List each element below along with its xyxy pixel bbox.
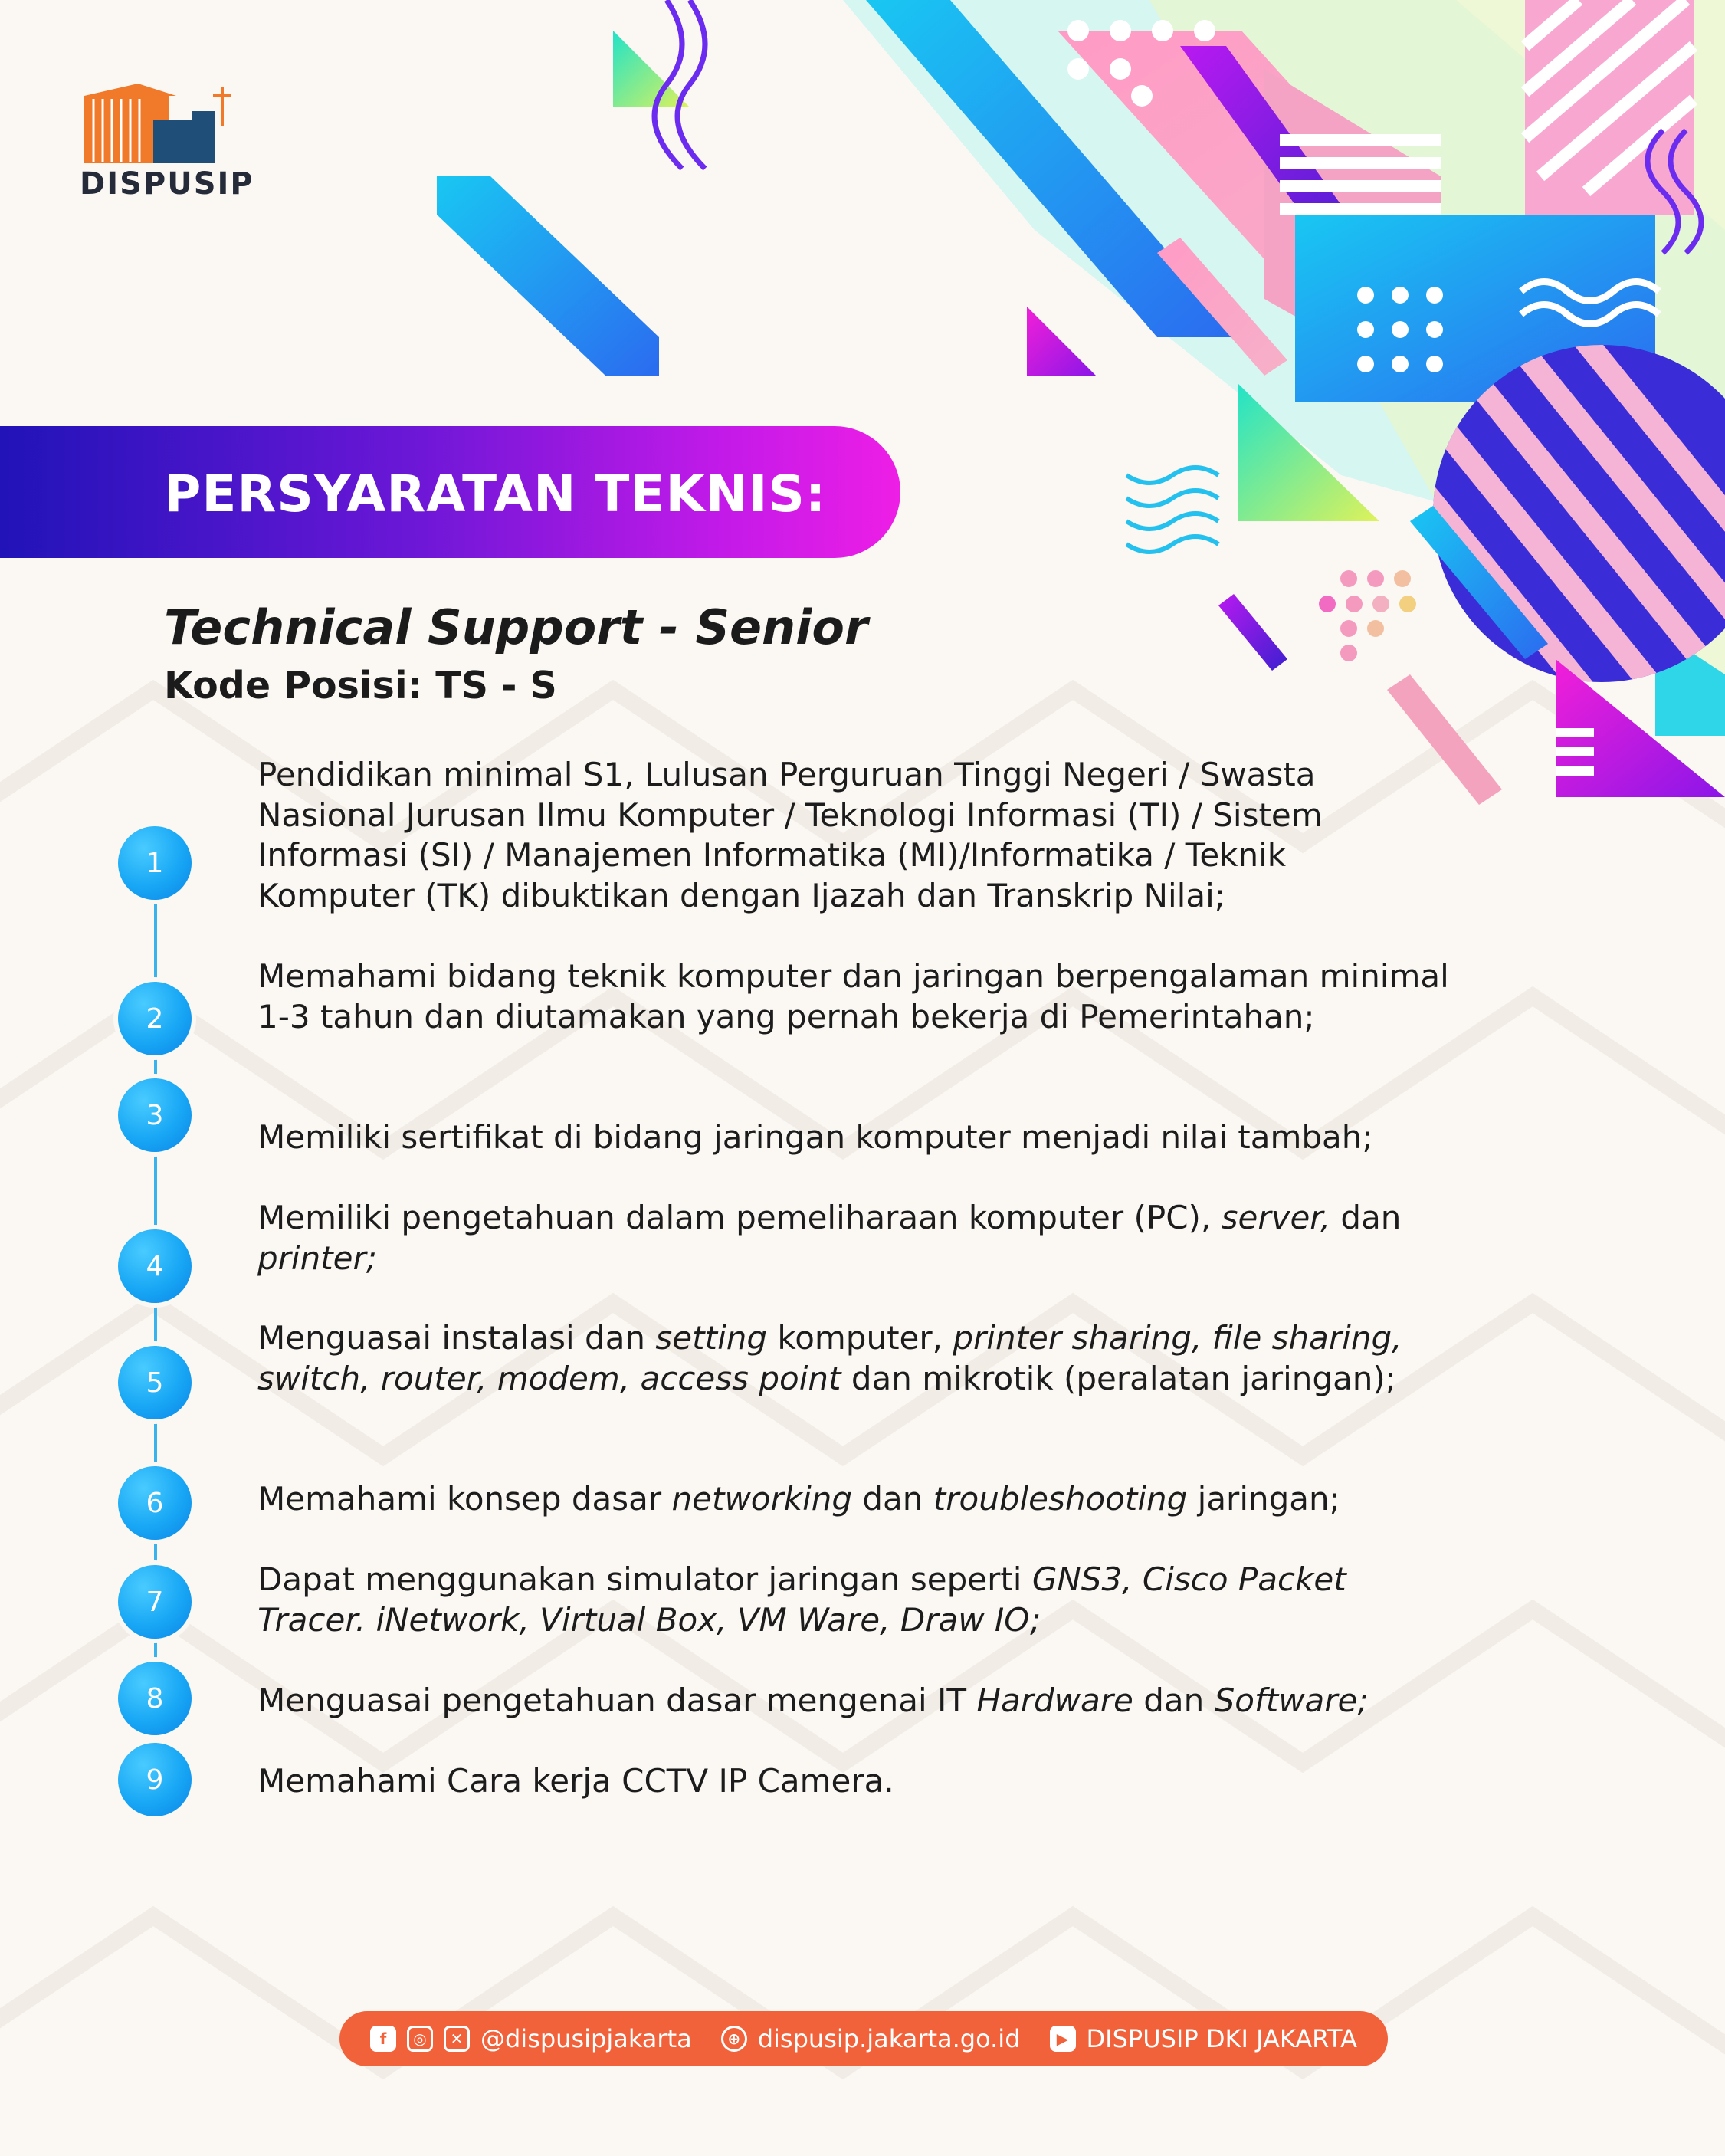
requirement-segment: Pendidikan minimal S1, Lulusan Perguruan Tinggi Negeri / Swasta Nasional Jurusan Ilmu Komputer / Teknologi Informasi (TI) / Sistem Informasi (SI) / Manajemen Informatika (MI)/Informatika / Teknik Komputer (TK) dibuktikan dengan Ijazah dan Transkrip Nilai;	[257, 756, 1323, 914]
number-badge-2: 2	[118, 982, 192, 1055]
requirement-text-5	[257, 1318, 1453, 1399]
requirement-segment: Memiliki sertifikat di bidang jaringan komputer menjadi nilai tambah;	[257, 1118, 1373, 1156]
number-badge-3: 3	[118, 1078, 192, 1152]
logo-text: DISPUSIP	[80, 166, 254, 202]
number-badge-6: 6	[118, 1466, 192, 1540]
x-icon[interactable]: ✕	[444, 2026, 470, 2052]
requirement-segment: Memahami bidang teknik komputer dan jaringan berpengalaman minimal 1-3 tahun dan diutamakan yang pernah bekerja di Pemerintahan;	[257, 957, 1449, 1035]
requirement-segment: Menguasai pengetahuan dasar mengenai IT	[257, 1682, 977, 1719]
number-badge-4: 4	[118, 1229, 192, 1303]
instagram-icon[interactable]: ◎	[407, 2026, 433, 2052]
requirement-segment: komputer,	[767, 1319, 953, 1357]
requirement-segment: jaringan;	[1187, 1480, 1340, 1518]
banner-title: PERSYARATAN TEKNIS:	[164, 464, 827, 523]
social-handle[interactable]: @dispusipjakarta	[480, 2024, 692, 2053]
facebook-icon[interactable]: f	[370, 2026, 396, 2052]
requirement-text-6	[257, 1479, 1453, 1520]
requirement-segment: dan	[1330, 1199, 1402, 1236]
requirement-segment: Memahami Cara kerja CCTV IP Camera.	[257, 1762, 894, 1800]
requirement-segment: dan	[1133, 1682, 1215, 1719]
requirement-text-2	[257, 957, 1453, 1037]
youtube-channel[interactable]: DISPUSIP DKI JAKARTA	[1086, 2024, 1357, 2053]
number-badge-1: 1	[118, 826, 192, 900]
requirement-segment: troubleshooting	[933, 1480, 1188, 1518]
requirement-segment: Menguasai instalasi dan	[257, 1319, 656, 1357]
requirement-text-4	[257, 1198, 1453, 1278]
number-badge-9: 9	[118, 1743, 192, 1816]
requirement-text-3	[257, 1117, 1453, 1158]
requirement-segment: GNS3, Cisco Packet Tracer. iNetwork, Virtual Box, VM Ware, Draw IO;	[257, 1560, 1346, 1639]
requirement-segment: server,	[1221, 1199, 1331, 1236]
dispusip-logo	[77, 73, 253, 203]
requirement-text-8	[257, 1681, 1453, 1721]
requirement-segment: printer;	[257, 1239, 377, 1277]
requirement-segment: Software;	[1214, 1682, 1369, 1719]
youtube-icon[interactable]: ▶	[1050, 2026, 1076, 2052]
requirement-text-7	[257, 1560, 1453, 1640]
requirement-segment: networking	[671, 1480, 853, 1518]
requirement-segment: printer sharing, file sharing, switch, router, modem, access point	[257, 1319, 1402, 1397]
requirement-segment: Dapat menggunakan simulator jaringan seperti	[257, 1560, 1032, 1598]
website-link[interactable]: dispusip.jakarta.go.id	[757, 2024, 1021, 2053]
requirement-segment: Memiliki pengetahuan dalam pemeliharaan komputer (PC),	[257, 1199, 1222, 1236]
number-badge-8: 8	[118, 1662, 192, 1735]
requirement-text-1	[257, 755, 1453, 916]
building-icon	[77, 73, 253, 165]
globe-icon: ⊕	[721, 2026, 747, 2052]
requirement-segment: dan mikrotik (peralatan jaringan);	[841, 1359, 1396, 1397]
requirement-segment: Hardware	[976, 1682, 1133, 1719]
number-badge-7: 7	[118, 1565, 192, 1639]
footer-contact-bar	[339, 2011, 1388, 2066]
requirement-text-9	[257, 1761, 1453, 1802]
requirement-segment: setting	[655, 1319, 768, 1357]
requirement-segment: Memahami konsep dasar	[257, 1480, 672, 1518]
position-code: Kode Posisi: TS - S	[164, 664, 557, 707]
title-banner	[0, 426, 900, 558]
position-title: Technical Support - Senior	[164, 599, 868, 655]
number-badge-5: 5	[118, 1346, 192, 1419]
requirement-segment: dan	[852, 1480, 933, 1518]
